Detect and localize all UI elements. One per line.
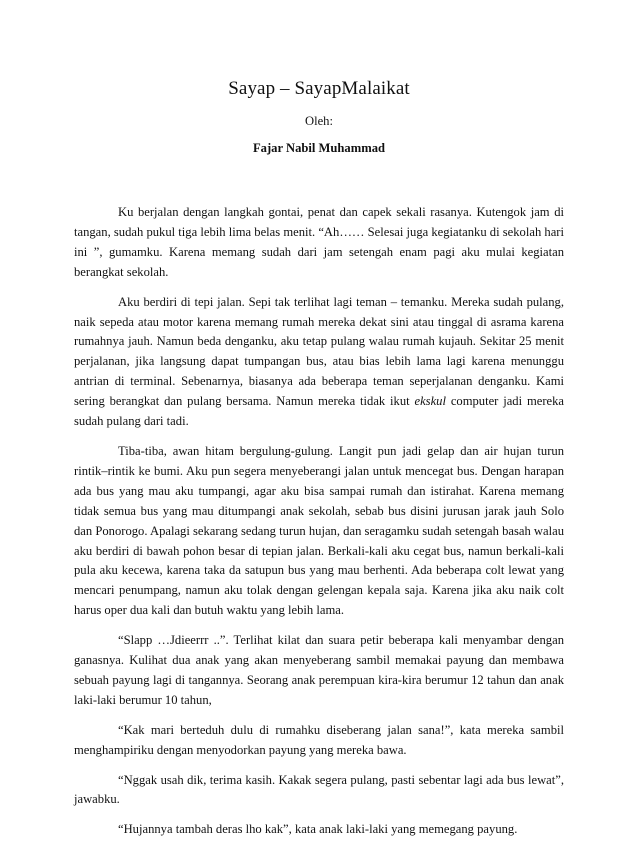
paragraph-text: “Nggak usah dik, terima kasih. Kakak segera pulang, pasti sebentar lagi ada bus lewat”, jawabku.	[74, 772, 564, 807]
paragraph-text: Ku berjalan dengan langkah gontai, penat dan capek sekali rasanya. Kutengok jam di tangan, sudah pukul tiga lebih lima belas menit. “Ah…… Selesai juga kegiatanku di sekolah hari ini ”, gumamku. Karena memang sudah dari jam setengah enam pagi aku mulai kegiatan berangkat sekolah.	[74, 205, 564, 279]
paragraph	[74, 442, 564, 621]
paragraph-text: “Hujannya tambah deras lho kak”, kata anak laki-laki yang memegang payung.	[118, 822, 518, 837]
paragraph	[74, 631, 564, 711]
document-title: Sayap – SayapMalaikat	[228, 78, 410, 99]
paragraph-text: “Kak mari berteduh dulu di rumahku diseberang jalan sana!”, kata mereka sambil menghampiriku dengan menyodorkan payung yang mereka bawa.	[74, 722, 564, 757]
paragraph-text: Tiba-tiba, awan hitam bergulung-gulung. Langit pun jadi gelap dan air hujan turun rintik–rintik ke bumi. Aku pun segera menyeberangi jalan untuk mencegat bus. Dengan harapan ada bus yang mau aku tumpangi, agar aku bisa sampai rumah dan istirahat. Karena memang tidak semua bus yang mau ditumpangi anak sekolah, sebab bus disini jurusan jarak jauh Solo dan Ponorogo. Apalagi sekarang sedang turun hujan, dan seragamku sudah setengah basah walau aku berdiri di bawah pohon besar di tepian jalan. Berkali-kali aku cegat bus, namun berkali-kali pula aku kecewa, karena taka da satupun bus yang mau berhenti. Ada beberapa colt lewat yang mencari penumpang, namun aku tolak dengan gelengan kepala saja. Karena jika aku naik colt harus oper dua kali dan butuh waktu yang lebih lama.	[74, 443, 564, 618]
paragraph	[74, 721, 564, 761]
paragraph-text: Aku berdiri di tepi jalan. Sepi tak terlihat lagi teman – temanku. Mereka sudah pulang, naik sepeda atau motor karena memang rumah mereka dekat sini atau tinggal di asrama karena rumahnya jauh. Namun beda denganku, aku tetap pulang walau rumah kujauh. Sekitar 25 menit perjalanan, jika langsung dapat tumpangan bus, atau bias lebih lama lagi karena menunggu antrian di terminal. Sebenarnya, biasanya ada beberapa teman seperjalanan denganku. Kami sering berangkat dan pulang bersama. Namun mereka tidak ikut	[74, 294, 564, 409]
paragraph	[74, 293, 564, 432]
story-body	[74, 203, 564, 850]
paragraph-text: computer jadi mereka sudah pulang dari tadi.	[74, 394, 564, 429]
italic-term: ekskul	[414, 394, 446, 409]
paragraph	[74, 203, 564, 283]
byline-label: Oleh:	[305, 114, 333, 128]
paragraph	[74, 820, 564, 840]
paragraph-text: “Slapp …Jdieerrr ..”. Terlihat kilat dan suara petir beberapa kali menyambar dengan ganasnya. Kulihat dua anak yang akan menyeberang sambil memakai payung dan membawa sebuah payung lagi di tangannya. Seorang anak perempuan kira-kira berumur 12 tahun dan anak laki-laki berumur 10 tahun,	[74, 633, 564, 707]
author-name: Fajar Nabil Muhammad	[252, 141, 385, 155]
paragraph	[74, 771, 564, 811]
